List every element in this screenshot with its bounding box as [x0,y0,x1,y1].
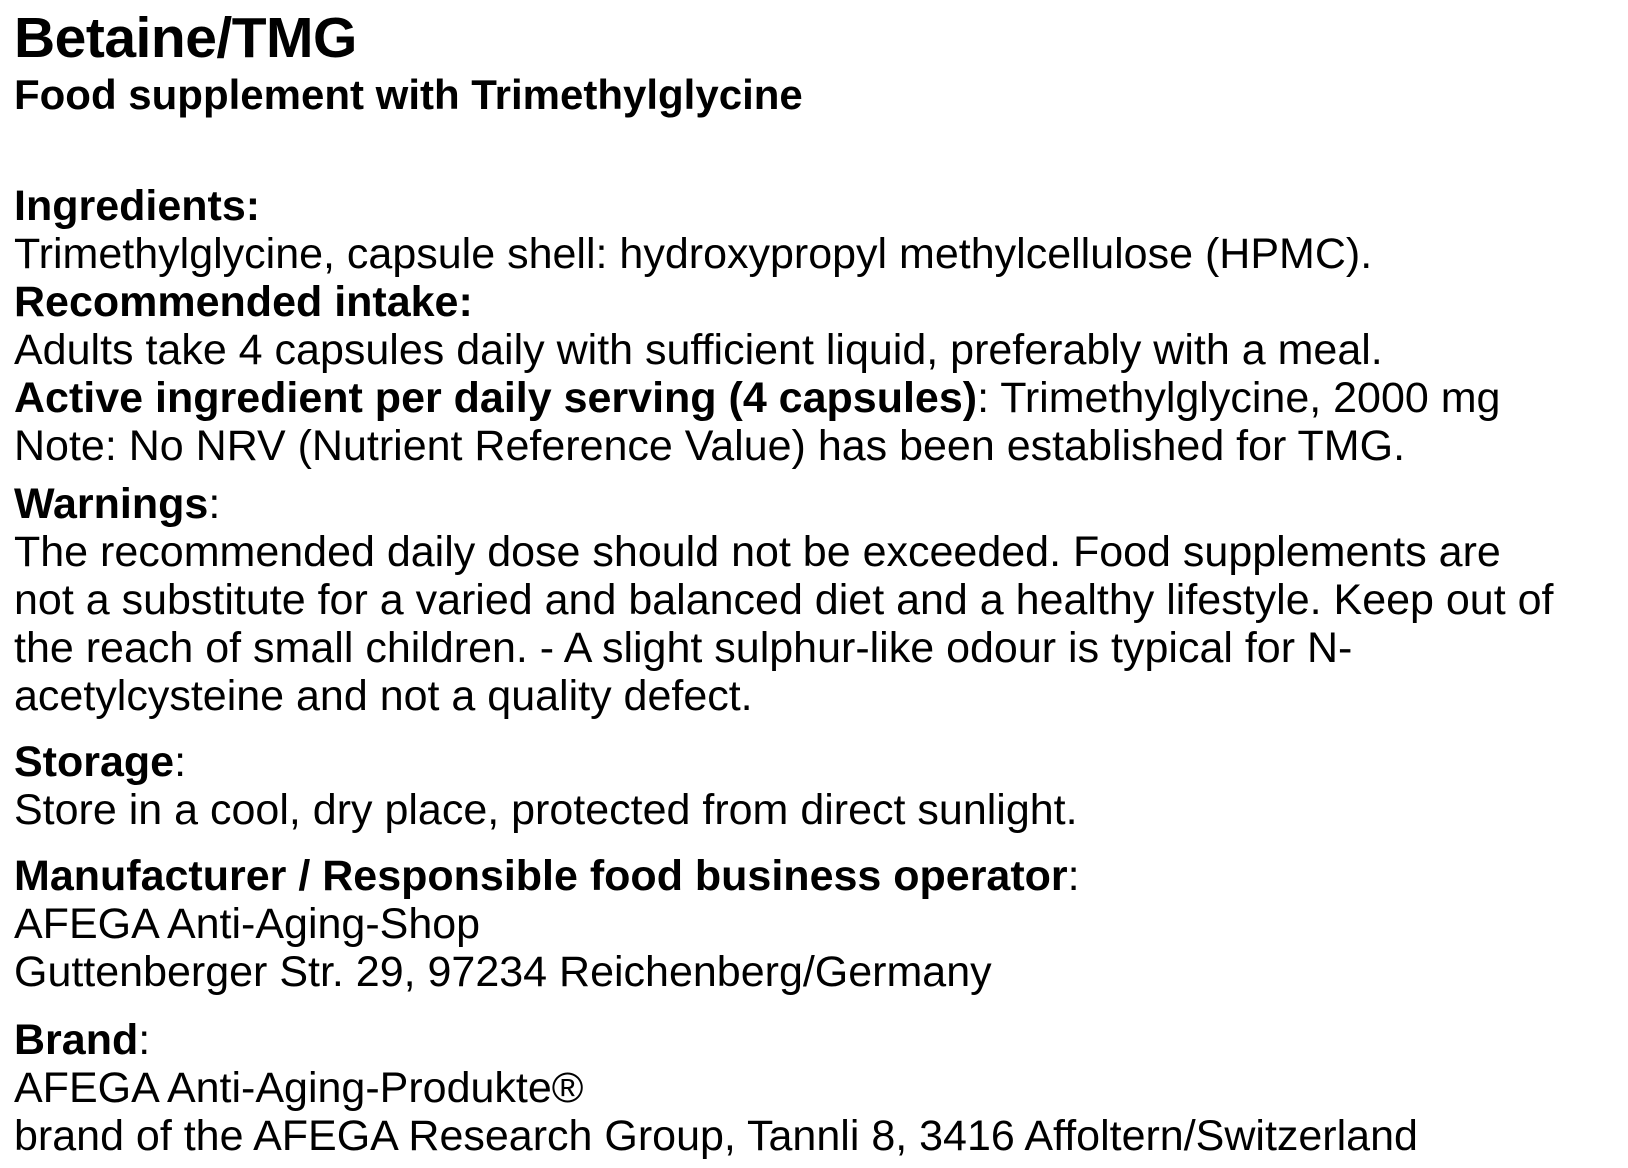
storage-heading: Storage [14,738,175,786]
warnings-heading: Warnings [14,480,209,528]
warnings-heading-colon: : [208,480,221,528]
warnings-text-line: The recommended daily dose should not be exceeded. Food supplements are [14,528,1501,576]
manufacturer-heading-colon: : [1067,852,1080,900]
brand-name: AFEGA Anti-Aging-Produkte® [14,1064,584,1112]
nrv-note: Note: No NRV (Nutrient Reference Value) has been established for TMG. [14,422,1406,470]
manufacturer-name: AFEGA Anti-Aging-Shop [14,900,481,948]
label-body [14,182,1614,1160]
warnings-text-line: not a substitute for a varied and balanced diet and a healthy lifestyle. Keep out of [14,576,1554,624]
storage-heading-line [14,738,1614,786]
product-title: Betaine/TMG [14,6,357,70]
active-ingredient-line [14,374,1614,422]
storage-heading-colon: : [174,738,187,786]
ingredients-text: Trimethylglycine, capsule shell: hydroxypropyl methylcellulose (HPMC). [14,230,1373,278]
brand-heading: Brand [14,1016,139,1064]
warnings-text-line: the reach of small children. - A slight sulphur-like odour is typical for N- [14,624,1353,672]
manufacturer-heading: Manufacturer / Responsible food business operator [14,852,1068,900]
manufacturer-address: Guttenberger Str. 29, 97234 Reichenberg/Germany [14,948,992,996]
manufacturer-heading-line [14,852,1614,900]
brand-heading-line [14,1016,1614,1064]
ingredients-heading: Ingredients: [14,182,261,230]
product-subtitle: Food supplement with Trimethylglycine [14,71,803,118]
storage-text: Store in a cool, dry place, protected from direct sunlight. [14,786,1078,834]
active-ingredient-heading: Active ingredient per daily serving (4 capsules) [14,374,978,422]
warnings-heading-line [14,480,1614,528]
active-ingredient-value: Trimethylglycine, 2000 mg [1000,374,1501,422]
warnings-text-line: acetylcysteine and not a quality defect. [14,672,753,720]
brand-heading-colon: : [138,1016,151,1064]
active-ingredient-separator: : [977,374,1001,422]
intake-text: Adults take 4 capsules daily with sufficient liquid, preferably with a meal. [14,326,1383,374]
brand-owner: brand of the AFEGA Research Group, Tannli 8, 3416 Affoltern/Switzerland [14,1112,1418,1160]
intake-heading: Recommended intake: [14,278,473,326]
